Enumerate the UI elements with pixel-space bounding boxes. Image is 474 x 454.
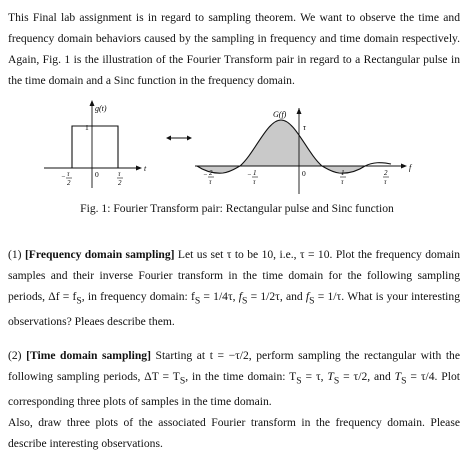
q1-eq3: = 1/τ. What is your interesting observations? Pleaes describe them. (8, 290, 461, 329)
q1-text-b: , in frequency domain: f (81, 290, 195, 303)
svg-text:τ: τ (341, 178, 344, 186)
rect-pulse-plot (38, 100, 160, 192)
svg-text:τ: τ (209, 178, 212, 186)
q2-eq2: = τ/2, and (339, 370, 395, 383)
rect-x-label: t (144, 164, 147, 173)
intro-paragraph: This Final lab assignment is in regard to sampling theorem. We want to observe the time and frequency domain behaviors caused by the sampling in frequency and time domain respectively. Again, Fig. 1 is the illustration of the Fourier Transform pair in regard to a Rectangular pulse in the time domain and a Sinc function in the frequency domain. (8, 11, 460, 87)
svg-text:τ: τ (253, 178, 256, 186)
q1-eq1: = 1/4τ, (200, 290, 239, 303)
svg-text:−: − (203, 171, 208, 179)
svg-text:2: 2 (118, 179, 122, 187)
rect-tick-right (117, 170, 123, 187)
sinc-y-arrow (297, 108, 302, 114)
rect-level-label: 1 (85, 123, 89, 132)
svg-text:2: 2 (384, 169, 388, 177)
sinc-y-label: G(f) (273, 110, 287, 119)
q1-text-a: Let us set τ to be 10, i.e., τ = 10. Plot the frequency domain samples and their inverse Fourier transform in the time domain for the following sampling periods, Δf = f (8, 248, 460, 303)
svg-text:2: 2 (209, 169, 213, 177)
svg-text:τ: τ (384, 178, 387, 186)
q2-text-b: , in the time domain: T (185, 370, 297, 383)
rect-tick-left (61, 170, 72, 187)
q2-also: Also, draw three plots of the associated Fourier transform in the frequency domain. Please describe interesting observations. (8, 416, 460, 451)
svg-text:1: 1 (253, 169, 257, 177)
sinc-x-label: f (409, 163, 412, 172)
rect-origin-label: 0 (95, 170, 99, 179)
svg-text:2: 2 (67, 179, 71, 187)
figure-caption: Fig. 1: Fourier Transform pair: Rectangular pulse and Sinc function (80, 202, 394, 215)
rect-y-arrow (90, 100, 95, 106)
svg-text:−: − (61, 173, 66, 181)
svg-text:τ: τ (118, 170, 121, 178)
sinc-tick-neg1 (247, 169, 258, 186)
sinc-origin-label: 0 (302, 169, 306, 178)
sinc-area (197, 120, 365, 173)
q2-eq1: = τ, (301, 370, 328, 383)
q1-title: [Frequency domain sampling] (24, 248, 175, 261)
q2-eq3: = τ/4. Plot corresponding three plots of samples in the time domain. (8, 370, 460, 409)
q1-eq2: = 1/2τ, and (247, 290, 306, 303)
q2-text-a: Starting at t = −τ/2, perform sampling the rectangular with the following sampling periods, ΔT = T (8, 349, 460, 383)
question-2: (2) [Time domain sampling] Starting at t = −τ/2, perform sampling the rectangular with the following sampling periods, $\Delta T = T_S$, in the time domain: $T_S = \tau$, $T_S = \tau/2$, and $T_S = \tau/4$. Plot corresponding three plots of samples in the time domain. Also, draw three plots of the associated Fourier transform in the frequency domain. Please describe interesting observations. (8, 349, 460, 451)
svg-text:1: 1 (341, 169, 345, 177)
svg-text:τ: τ (67, 170, 70, 178)
fourier-pair-arrow-icon (166, 132, 192, 144)
svg-text:−: − (247, 171, 252, 179)
q1-number: (1) (8, 248, 22, 261)
sinc-tick-neg2 (203, 169, 214, 186)
rect-pulse-curve (44, 126, 138, 168)
rect-y-label: g(t) (95, 104, 107, 113)
q2-number: (2) (8, 349, 22, 362)
sinc-plot (195, 108, 427, 194)
sinc-peak-label: τ (303, 123, 306, 132)
q2-title: [Time domain sampling] (26, 349, 151, 362)
sinc-tick-pos2 (383, 169, 389, 186)
question-1: (1) [Frequency domain sampling] Let us set τ to be 10, i.e., τ = 10. Plot the frequency domain samples and their inverse Fourier transform in the time domain for the following sampling periods, $\Delta f = f_S$, in frequency domain: $f_S = 1/4\tau$, $f_S = 1/2\tau$, and $f_S = 1/\tau$. What is your interesting observations? Pleaes describe them. (8, 248, 461, 329)
sinc-x-arrow (401, 164, 407, 169)
